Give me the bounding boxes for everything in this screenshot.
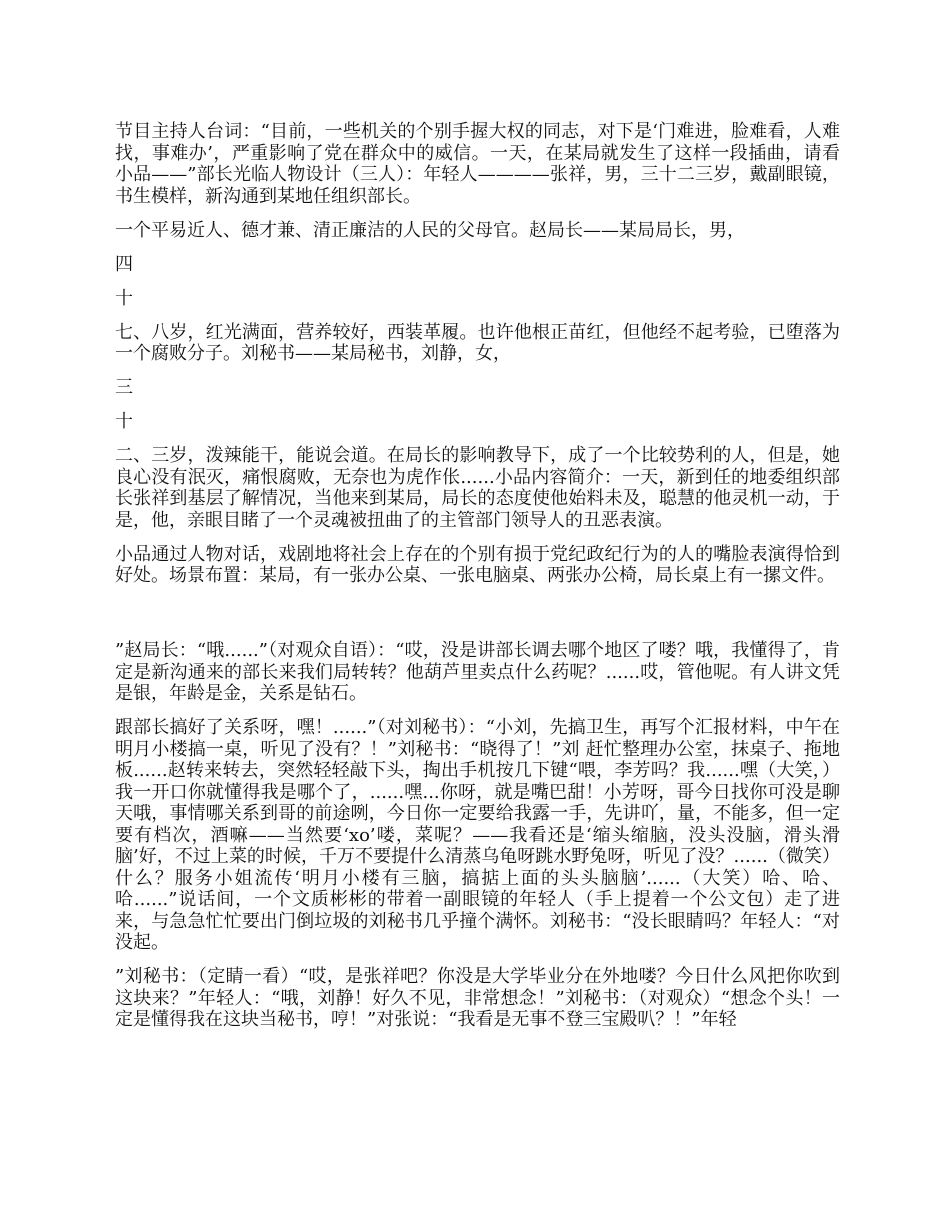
paragraph-phone-call-scene: 跟部长搞好了关系呀，嘿！......”（对刘秘书）：“小刘，先搞卫生，再写个汇报材料，中午在明月小楼搞一桌，听见了没有？！”刘秘书：“晓得了！”刘 赶忙整理办公室，抹桌子、拖地板......赵转来转去，突然轻轻敲下头，掏出手机按几下键“喂，李芳吗？我......嘿（大笑，）我一开口你就懂得我是哪个了，......嘿...你呀，就是嘴巴甜！小芳呀，哥今日找你可没是聊天哦，事情哪关系到哥的前途咧，今日你一定要给我露一手，先讲吖，量，不能多，但一定要有档次，酒嘛——当然要‘xo’喽，菜呢？——我看还是‘缩头缩脑，没头没脑，滑头滑脑’好，不过上菜的时候，千万不要提什么清蒸乌龟呀跳水野兔呀，听见了没？......（微笑）什么？服务小姐流传‘明月小楼有三脑，搞掂上面的头头脑脑’......（大笑）哈、哈、哈......”说话间，一个文质彬彬的带着一副眼镜的年轻人（手上提着一个公文包）走了进来，与急急忙忙要出门倒垃圾的刘秘书几乎撞个满怀。刘秘书：“没长眼睛吗？年轻人：“对没起。 — [115, 717, 840, 953]
paragraph-fragment: 三 — [115, 377, 133, 398]
paragraph-fragment: 十 — [115, 411, 133, 432]
paragraph-fragment: 四 — [115, 253, 133, 275]
paragraph-host-intro: 节目主持人台词：“目前，一些机关的个别手握大权的同志，对下是‘门难进，脸难看，人难找，事难办’，严重影响了党在群众中的威信。一天，在某局就发生了这样一段插曲，请看小品——”部长光临人物设计（三人）：年轻人————张祥，男，三十二三岁，戴副眼镜，书生模样，新沟通到某地任组织部长。 — [115, 121, 840, 207]
paragraph-people-officer: 一个平易近人、德才兼、清正廉洁的人民的父母官。赵局长——某局局长，男， — [115, 219, 745, 241]
paragraph-secretary-description: 二、三岁，泼辣能干，能说会道。在局长的影响教导下，成了一个比较势利的人，但是，她良心没有泯灭，痛恨腐败，无奈也为虎作伥......小品内容简介：一天，新到任的地委组织部长张祥到基层了解情况，当他来到某局，局长的态度使他始料未及，聪慧的他灵机一动，于是，他，亲眼目睹了一个灵魂被扭曲了的主管部门领导人的丑恶表演。 — [115, 445, 840, 531]
paragraph-director-monologue: ”赵局长：“哦......”（对观众自语）：“哎，没是讲部长调去哪个地区了喽？哦，我懂得了，肯定是新沟通来的部长来我们局转转？他葫芦里卖点什么药呢？......哎，管他呢。有人讲文凭是银，年龄是金，关系是钻石。 — [115, 640, 840, 704]
paragraph-scene-setup: 小品通过人物对话，戏剧地将社会上存在的个别有损于党纪政纪行为的人的嘴脸表演得恰到好处。场景布置：某局，有一张办公桌、一张电脑桌、两张办公椅，局长桌上有一摞文件。 — [115, 543, 840, 586]
paragraph-director-description: 七、八岁，红光满面，营养较好，西装革履。也许他根正苗红，但他经不起考验，已堕落为一个腐败分子。刘秘书——某局秘书，刘静，女， — [115, 321, 840, 364]
paragraph-fragment: 十 — [115, 287, 133, 309]
section-spacer — [115, 599, 840, 640]
paragraph-secretary-meets-zhang: ”刘秘书：（定睛一看）“哎，是张祥吧？你没是大学毕业分在外地喽？今日什么风把你吹到这块来？”年轻人：“哦，刘静！好久不见，非常想念！”刘秘书：（对观众）“想念个头！一定是懂得我在这块当秘书，哼！”对张说：“我看是无事不登三宝殿叭？！”年轻 — [115, 966, 840, 1030]
document-page — [115, 121, 840, 1043]
